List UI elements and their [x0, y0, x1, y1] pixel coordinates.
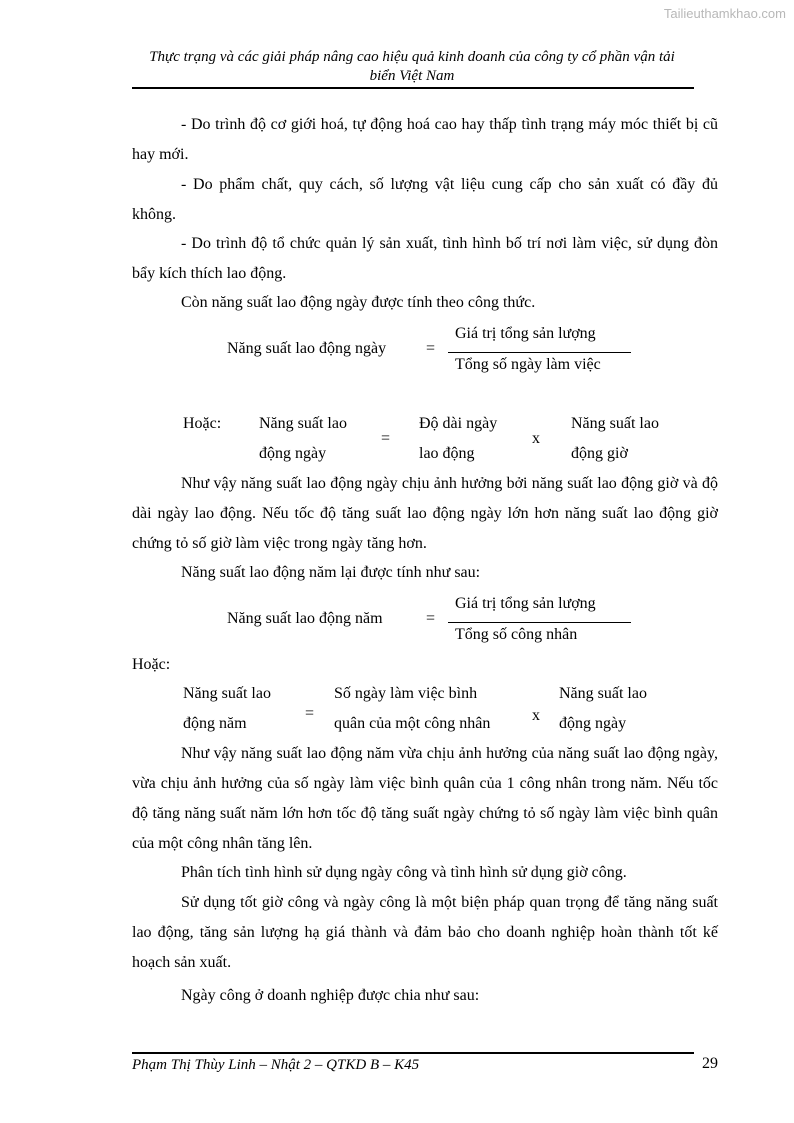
formula1-equals: =	[426, 340, 436, 357]
formula2-mid-line1: Độ dài ngày	[419, 415, 498, 432]
formula3-numerator: Giá trị tổng sản lượng	[455, 595, 596, 612]
paragraph-hoac: Hoặc:	[132, 656, 171, 673]
formula4-mid-line1: Số ngày làm việc bình	[334, 685, 478, 702]
footer-rule	[132, 1052, 694, 1054]
formula2-rhs-line2: động giờ	[571, 445, 628, 462]
paragraph-10: Ngày công ở doanh nghiệp được chia như sau:	[181, 987, 480, 1004]
paragraph-1: - Do trình độ cơ giới hoá, tự động hoá cao hay thấp tình trạng máy móc thiết bị cũ hay mới.	[132, 116, 718, 163]
formula4-rhs-line2: động ngày	[559, 715, 627, 732]
paragraph-4: Còn năng suất lao động ngày được tính theo công thức.	[181, 294, 536, 311]
formula4-equals: =	[305, 705, 315, 722]
formula3-denominator: Tổng số công nhân	[455, 626, 578, 643]
paragraph-8: Phân tích tình hình sử dụng ngày công và tình hình sử dụng giờ công.	[181, 864, 627, 881]
page-number: 29	[702, 1055, 718, 1072]
paragraph-9: Sử dụng tốt giờ công và ngày công là một biện pháp quan trọng để tăng năng suất lao động, tăng sản lượng hạ giá thành và đảm bảo cho doanh nghiệp hoàn thành tốt kế hoạch sản xuất.	[132, 894, 718, 971]
formula4-lhs-line2: động năm	[183, 715, 247, 732]
paragraph-5: Như vậy năng suất lao động ngày chịu ảnh hưởng bởi năng suất lao động giờ và độ dài ngày lao động. Nếu tốc độ tăng suất lao động ngày lớn hơn năng suất lao động giờ chứng tỏ số giờ làm việc trong ngày tăng hơn.	[132, 475, 718, 552]
formula3-fraction-line	[448, 622, 631, 623]
header-rule	[132, 87, 694, 89]
formula4-times: x	[532, 707, 540, 724]
paragraph-7: Như vậy năng suất lao động năm vừa chịu ảnh hưởng của năng suất lao động ngày, vừa chịu ảnh hưởng của số ngày làm việc bình quân của 1 công nhân trong năm. Nếu tốc độ tăng năng suất năm lớn hơn tốc độ tăng suất ngày chứng tỏ số ngày làm việc bình quân của một công nhân tăng lên.	[132, 745, 718, 852]
formula2-lhs-line1: Năng suất lao	[259, 415, 347, 432]
formula2-lhs-line2: động ngày	[259, 445, 327, 462]
formula1-fraction-line	[448, 352, 631, 353]
formula4-mid-line2: quân của một công nhân	[334, 715, 491, 732]
formula2-hoac: Hoặc:	[183, 415, 222, 432]
formula4-rhs-line1: Năng suất lao	[559, 685, 647, 702]
formula2-mid-line2: lao động	[419, 445, 475, 462]
formula2-equals: =	[381, 430, 391, 447]
paragraph-6: Năng suất lao động năm lại được tính như sau:	[181, 564, 481, 581]
formula1-lhs: Năng suất lao động ngày	[227, 340, 387, 357]
formula1-numerator: Giá trị tổng sản lượng	[455, 325, 596, 342]
footer-author: Phạm Thị Thùy Linh – Nhật 2 – QTKD B – K45	[132, 1057, 420, 1073]
formula3-equals: =	[426, 610, 436, 627]
formula1-denominator: Tổng số ngày làm việc	[455, 356, 601, 373]
formula2-times: x	[532, 430, 540, 447]
paragraph-3: - Do trình độ tổ chức quản lý sản xuất, tình hình bố trí nơi làm việc, sử dụng đòn bẩy kích thích lao động.	[132, 235, 718, 282]
formula2-rhs-line1: Năng suất lao	[571, 415, 659, 432]
formula3-lhs: Năng suất lao động năm	[227, 610, 383, 627]
formula4-lhs-line1: Năng suất lao	[183, 685, 271, 702]
header-title-line1: Thực trạng và các giải pháp nâng cao hiệu quả kinh doanh của công ty cổ phần vận tải	[149, 49, 675, 65]
paragraph-2: - Do phẩm chất, quy cách, số lượng vật liệu cung cấp cho sản xuất có đầy đủ không.	[132, 176, 718, 223]
watermark: Tailieuthamkhao.com	[663, 6, 786, 21]
page-header	[132, 48, 692, 86]
header-title-line2: biển Việt Nam	[369, 68, 455, 84]
